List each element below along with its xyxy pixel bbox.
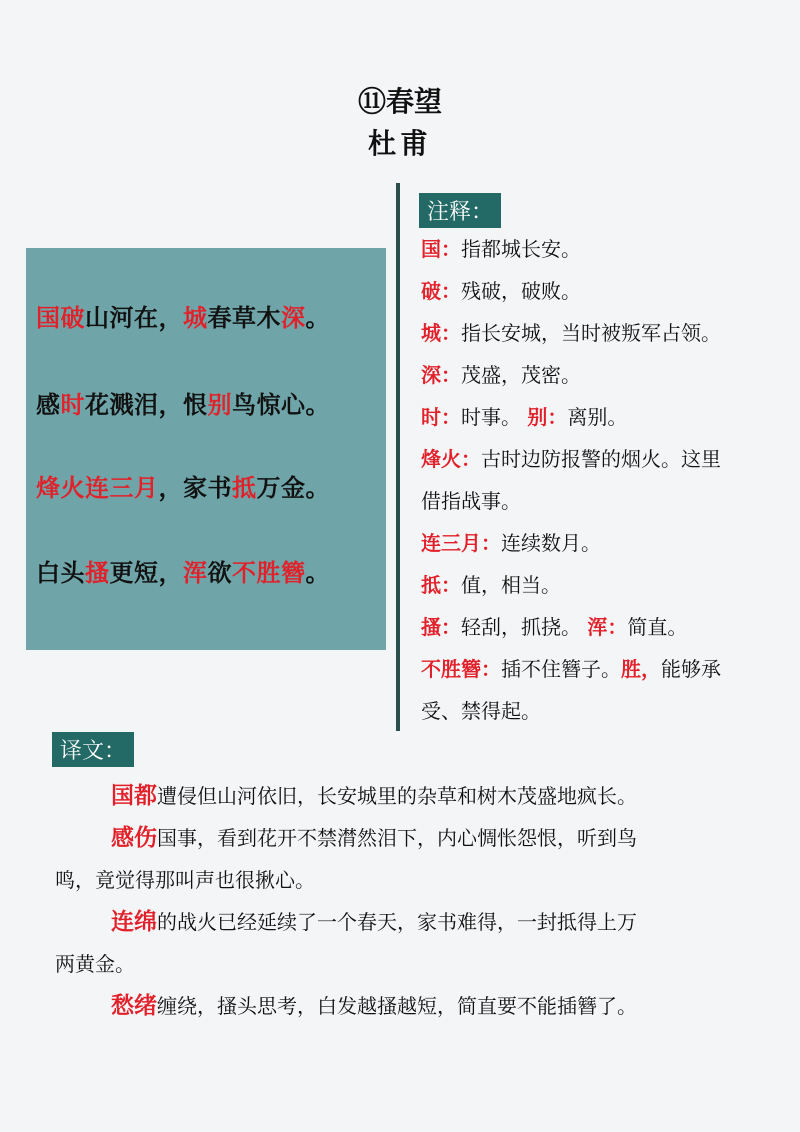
poem-line xyxy=(36,385,386,420)
note-line xyxy=(421,691,786,731)
note-line xyxy=(421,481,786,521)
note-segment: 时事。 xyxy=(461,405,528,429)
note-segment: 别： xyxy=(527,405,568,429)
poem-box xyxy=(26,248,386,650)
note-segment: 离别。 xyxy=(567,405,628,429)
note-segment: 连三月： xyxy=(421,531,501,555)
poem-segment: 春草木 xyxy=(207,303,281,332)
translation-segment: 鸣，竟觉得那叫声也很揪心。 xyxy=(55,868,315,892)
note-segment: 烽火： xyxy=(421,447,481,471)
poem-segment: 花溅泪，恨 xyxy=(85,390,208,419)
translation-segment: 两黄金。 xyxy=(55,952,135,976)
poem-segment: 山河在， xyxy=(85,303,183,332)
note-segment: 胜， xyxy=(621,657,661,681)
poem-segment: 鸟惊心。 xyxy=(232,390,330,419)
note-segment: 值，相当。 xyxy=(461,573,561,597)
poem-line xyxy=(36,298,386,333)
translation-segment: 连绵 xyxy=(111,908,157,935)
translation-segment: 国事，看到花开不禁潸然泪下，内心惆怅怨恨，听到鸟 xyxy=(157,826,637,850)
note-line xyxy=(421,271,786,311)
poem-segment: 。 xyxy=(305,303,330,332)
note-segment: 时： xyxy=(421,405,461,429)
poem-segment: 搔 xyxy=(85,558,110,587)
note-segment: 指都城长安。 xyxy=(461,237,581,261)
poem-segment: 欲 xyxy=(207,558,232,587)
poem-segment: 国破 xyxy=(36,303,85,332)
poem-line xyxy=(36,468,386,503)
notes-label: 注释： xyxy=(419,193,501,228)
note-line xyxy=(421,313,786,353)
note-line xyxy=(421,565,786,605)
translation-line xyxy=(55,776,755,816)
note-segment: 深： xyxy=(421,363,461,387)
poem-segment: 浑 xyxy=(183,558,208,587)
poem-segment: ，家书 xyxy=(158,473,232,502)
poem-title: ⑪春望 xyxy=(357,85,442,118)
poem-segment: 。 xyxy=(305,558,330,587)
poem-segment: 抵 xyxy=(232,473,257,502)
note-line xyxy=(421,649,786,689)
translation-line xyxy=(55,818,755,858)
note-segment: 浑： xyxy=(587,615,628,639)
poem-segment: 深 xyxy=(281,303,306,332)
poem-segment: 白头 xyxy=(36,558,85,587)
translation-segment: 感伤 xyxy=(111,824,157,851)
note-segment: 破： xyxy=(421,279,461,303)
translation-label: 译文： xyxy=(52,732,134,767)
poem-segment: 不胜簪 xyxy=(232,558,306,587)
note-segment: 借指战事。 xyxy=(421,489,521,513)
note-line xyxy=(421,439,786,479)
poem-author: 杜甫 xyxy=(367,127,432,160)
translation-segment: 国都 xyxy=(111,782,157,809)
translation-segment: 愁绪 xyxy=(111,992,157,1019)
poem-segment: 时 xyxy=(60,390,85,419)
note-segment: 搔： xyxy=(421,615,461,639)
note-segment: 受、禁得起。 xyxy=(421,699,541,723)
translation-line xyxy=(55,944,755,984)
note-line xyxy=(421,523,786,563)
poem-segment: 万金。 xyxy=(256,473,330,502)
translation-line xyxy=(55,860,755,900)
note-segment: 古时边防报警的烟火。这里 xyxy=(481,447,721,471)
note-segment: 插不住簪子。 xyxy=(501,657,621,681)
note-segment: 指长安城，当时被叛军占领。 xyxy=(461,321,721,345)
poem-segment: 城 xyxy=(183,303,208,332)
translation-segment: 遭侵但山河依旧，长安城里的杂草和树木茂盛地疯长。 xyxy=(157,784,637,808)
translation-segment: 的战火已经延续了一个春天，家书难得，一封抵得上万 xyxy=(157,910,637,934)
poem-segment: 感 xyxy=(36,390,61,419)
translation-line xyxy=(55,986,755,1026)
note-segment: 轻刮，抓挠。 xyxy=(461,615,588,639)
note-segment: 连续数月。 xyxy=(501,531,601,555)
poem-segment: 别 xyxy=(207,390,232,419)
poem-line xyxy=(36,553,386,588)
vertical-divider xyxy=(396,183,400,731)
poem-segment: 更短， xyxy=(109,558,183,587)
note-segment: 茂盛，茂密。 xyxy=(461,363,581,387)
translation-segment: 缠绕，搔头思考，白发越搔越短，简直要不能插簪了。 xyxy=(157,994,637,1018)
note-segment: 抵： xyxy=(421,573,461,597)
note-line xyxy=(421,607,786,647)
poem-segment: 烽火连三月 xyxy=(36,473,159,502)
translation-line xyxy=(55,902,755,942)
note-line xyxy=(421,397,786,437)
note-segment: 简直。 xyxy=(627,615,688,639)
note-segment: 国： xyxy=(421,237,461,261)
note-segment: 不胜簪： xyxy=(421,657,501,681)
note-line xyxy=(421,229,786,269)
note-segment: 能够承 xyxy=(661,657,721,681)
note-segment: 残破，破败。 xyxy=(461,279,581,303)
note-segment: 城： xyxy=(421,321,461,345)
note-line xyxy=(421,355,786,395)
